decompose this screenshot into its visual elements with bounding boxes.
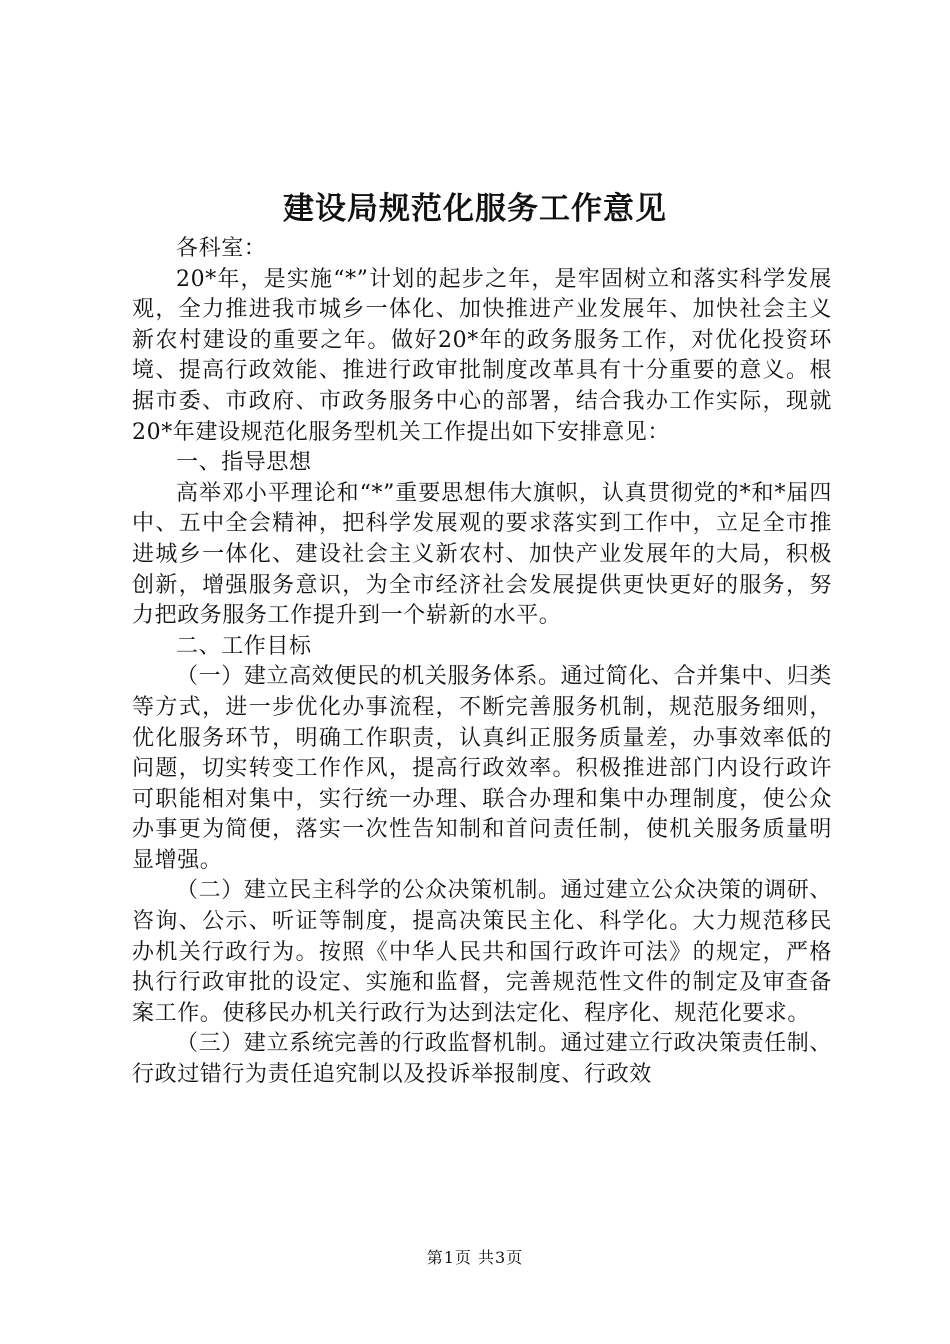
document-body: [132, 234, 832, 1091]
section-heading-work-goals: 二、工作目标: [176, 633, 312, 659]
paragraph-goal-3: （三）建立系统完善的行政监督机制。通过建立行政决策责任制、行政过错行为责任追究制以及投诉举报制度、行政效: [132, 1031, 832, 1088]
section-heading-guiding-thought: 一、指导思想: [176, 450, 312, 476]
paragraph-goal-2: （二）建立民主科学的公众决策机制。通过建立公众决策的调研、咨询、公示、听证等制度，提高决策民主化、科学化。大力规范移民办机关行政行为。按照《中华人民共和国行政许可法》的规定，严格执行行政审批的设定、实施和监督，完善规范性文件的制定及审查备案工作。使移民办机关行政行为达到法定化、程序化、规范化要求。: [132, 878, 832, 1026]
paragraph-goal-1: （一）建立高效便民的机关服务体系。通过简化、合并集中、归类等方式，进一步优化办事流程，不断完善服务机制，规范服务细则，优化服务环节，明确工作职责，认真纠正服务质量差，办事效率低的问题，切实转变工作作风，提高行政效率。积极推进部门内设行政许可职能相对集中，实行统一办理、联合办理和集中办理制度，使公众办事更为简便，落实一次性告知制和首问责任制，使机关服务质量明显增强。: [132, 664, 832, 873]
paragraph-intro: 20*年，是实施“*”计划的起步之年，是牢固树立和落实科学发展观，全力推进我市城乡一体化、加快推进产业发展年、加快社会主义新农村建设的重要之年。做好20*年的政务服务工作，对优化投资环境、提高行政效能、推进行政审批制度改革具有十分重要的意义。根据市委、市政府、市政务服务中心的部署，结合我办工作实际，现就20*年建设规范化服务型机关工作提出如下安排意见：: [132, 266, 832, 445]
page-number-footer: 第1页 共3页: [426, 1248, 524, 1267]
salutation: 各科室：: [176, 236, 267, 261]
document-title: 建设局规范化服务工作意见: [283, 191, 667, 227]
paragraph-guiding-thought: 高举邓小平理论和“*”重要思想伟大旗帜，认真贯彻党的*和*届四中、五中全会精神，把科学发展观的要求落实到工作中，立足全市推进城乡一体化、建设社会主义新农村、加快产业发展年的大局，积极创新，增强服务意识，为全市经济社会发展提供更快更好的服务，努力把政务服务工作提升到一个崭新的水平。: [132, 480, 832, 629]
